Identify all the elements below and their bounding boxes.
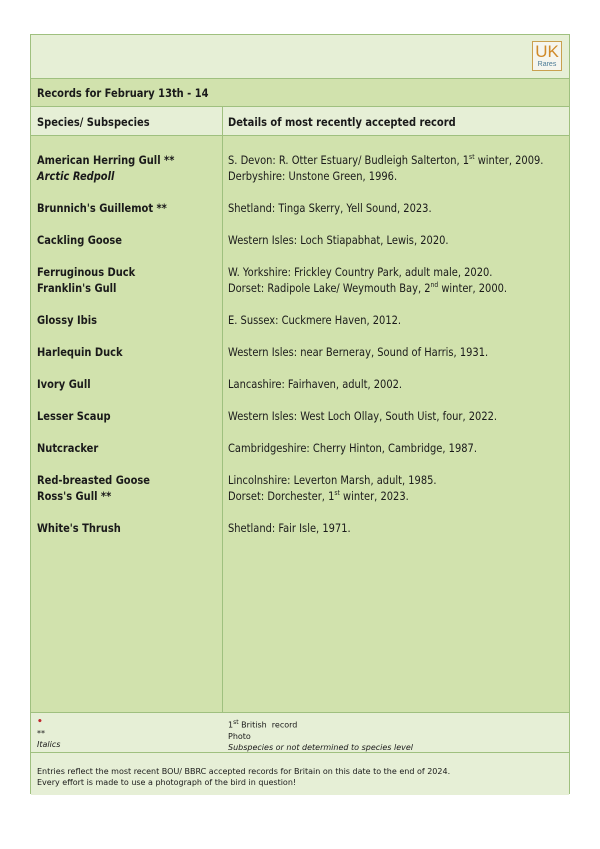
logo-rares-text: Rares: [537, 61, 557, 68]
red-dot-icon: •: [37, 717, 43, 727]
species-name: Franklin's Gull: [37, 281, 117, 295]
legend-subspecies: Subspecies or not determined to species level: [228, 742, 414, 752]
record-details: Dorset: Radipole Lake/ Weymouth Bay, 2nd winter, 2000.: [228, 281, 508, 295]
record-details: Western Isles: West Loch Ollay, South Uist, four, 2022.: [228, 409, 498, 423]
footer-line-1: Entries reflect the most recent BOU/ BBRC accepted records for Britain on this date to the end of 2024.: [37, 767, 451, 776]
species-name: Ivory Gull: [37, 377, 91, 391]
top-banner: [31, 35, 569, 79]
record-details: Dorset: Dorchester, 1st winter, 2023.: [228, 489, 409, 503]
column-header-row: [31, 107, 569, 136]
table-row: [31, 345, 569, 361]
table-row: [31, 233, 569, 249]
species-name: Cackling Goose: [37, 233, 123, 247]
records-sheet: [30, 34, 570, 794]
table-row: [31, 441, 569, 457]
legend-first-record: 1st British record: [228, 719, 298, 730]
record-details: S. Devon: R. Otter Estuary/ Budleigh Salterton, 1st winter, 2009.: [228, 153, 544, 167]
record-details: W. Yorkshire: Frickley Country Park, adult male, 2020.: [228, 265, 493, 279]
legend-row: [31, 712, 569, 753]
record-details: E. Sussex: Cuckmere Haven, 2012.: [228, 313, 402, 327]
record-details: Lincolnshire: Leverton Marsh, adult, 1985.: [228, 473, 437, 487]
legend-photo: Photo: [228, 731, 251, 741]
table-row: [31, 409, 569, 425]
footer-notes: [31, 753, 569, 795]
species-name: Harlequin Duck: [37, 345, 123, 359]
table-row: [31, 473, 569, 489]
table-row: [31, 265, 569, 281]
table-row: [31, 201, 569, 217]
record-details: Derbyshire: Unstone Green, 1996.: [228, 169, 398, 183]
species-name: Ross's Gull **: [37, 489, 112, 503]
species-name: Glossy Ibis: [37, 313, 98, 327]
species-name: White's Thrush: [37, 521, 121, 535]
record-details: Shetland: Tinga Skerry, Yell Sound, 2023.: [228, 201, 432, 215]
table-row: [31, 313, 569, 329]
species-name: Lesser Scaup: [37, 409, 111, 423]
species-name: Red-breasted Goose: [37, 473, 150, 487]
table-row: [31, 377, 569, 393]
uk-rares-logo: [532, 41, 562, 71]
details-column-header: Details of most recently accepted record: [228, 115, 456, 129]
page-title: Records for February 13th - 14: [37, 86, 209, 100]
species-name: Arctic Redpoll: [37, 169, 115, 183]
species-name: Nutcracker: [37, 441, 99, 455]
species-name: American Herring Gull **: [37, 153, 175, 167]
records-title-bar: [31, 79, 569, 107]
species-name: Ferruginous Duck: [37, 265, 136, 279]
italics-symbol: Italics: [37, 740, 61, 749]
legend-descriptions: [228, 717, 413, 753]
table-row: [31, 281, 569, 297]
table-row: [31, 489, 569, 505]
footer-line-2: Every effort is made to use a photograph of the bird in question!: [37, 778, 297, 787]
stars-symbol: **: [37, 729, 45, 738]
record-details: Western Isles: Loch Stiapabhat, Lewis, 2020.: [228, 233, 449, 247]
species-name: Brunnich's Guillemot **: [37, 201, 167, 215]
record-details: Cambridgeshire: Cherry Hinton, Cambridge, 1987.: [228, 441, 477, 455]
record-details: Shetland: Fair Isle, 1971.: [228, 521, 351, 535]
record-details: Western Isles: near Berneray, Sound of Harris, 1931.: [228, 345, 489, 359]
species-column-header: Species/ Subspecies: [37, 115, 150, 129]
table-row: [31, 521, 569, 537]
table-row: [31, 153, 569, 169]
record-details: Lancashire: Fairhaven, adult, 2002.: [228, 377, 403, 391]
legend-symbols: [37, 717, 60, 750]
logo-uk-text: UK: [535, 42, 559, 61]
table-row: [31, 169, 569, 185]
